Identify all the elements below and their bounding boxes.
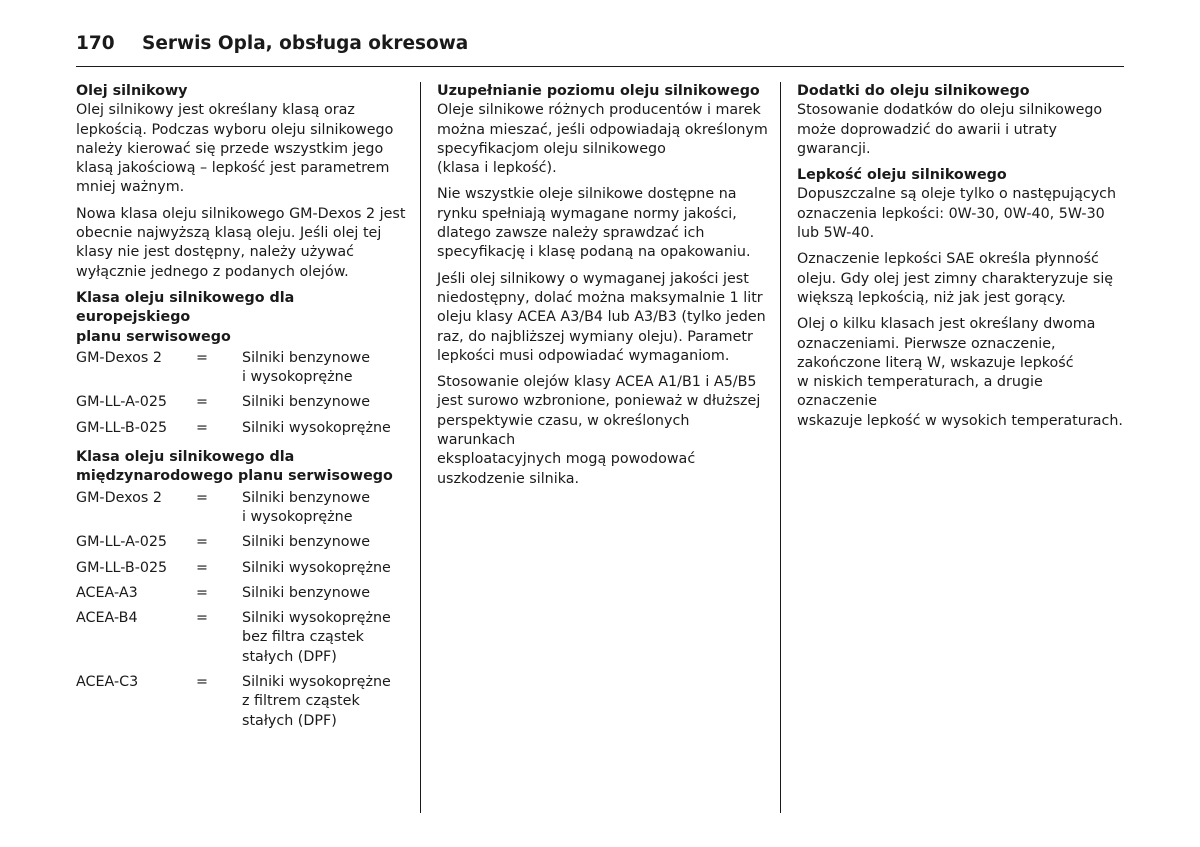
spec-description: Silniki benzynowe i wysokoprężne [242,349,371,386]
spec-row [76,584,410,603]
paragraph: Nie wszystkie oleje silnikowe dostępne na rynku spełniają wymagane normy jakości, dlatego zawsze należy sprawdzać ich specyfikację i klasę podaną na opakowaniu. [437,186,751,261]
spec-description: Silniki benzynowe [242,394,371,411]
paragraph: Dopuszczalne są oleje tylko o następujących oznaczenia lepkości: 0W-30, 0W-40, 5W-30 lub 5W-40. [797,186,1117,242]
spec-equals: = [196,584,208,601]
spec-row [76,393,410,412]
column-1 [76,82,410,741]
column-divider-2 [780,82,781,813]
spec-code: GM-LL-A-025 [76,534,168,551]
spec-table-european [76,349,410,438]
spec-equals: = [196,394,208,411]
column-3 [797,82,1127,438]
spec-code: ACEA-C3 [76,674,139,691]
spec-row [76,609,410,667]
page-number: 170 [76,33,115,54]
section-heading-topping-up-oil: Uzupełnianie poziomu oleju silnikowego [437,83,760,99]
spec-code: GM-Dexos 2 [76,489,162,506]
column-2 [437,82,771,496]
spec-equals: = [196,674,208,691]
spec-code: ACEA-B4 [76,610,138,627]
paragraph: Stosowanie olejów klasy ACEA A1/B1 i A5/B5 jest surowo wzbronione, ponieważ w dłuższej perspektywie czasu, w określonych warunkach eksploatacyjnych mogą powodować uszkodzenie silnika. [437,374,761,487]
spec-row [76,673,410,731]
spec-equals: = [196,610,208,627]
spec-description: Silniki benzynowe [242,534,371,551]
spec-code: ACEA-A3 [76,584,138,601]
paragraph: Olej o kilku klasach jest określany dwoma oznaczeniami. Pierwsze oznaczenie, zakończone literą W, wskazuje lepkość w niskich temperaturach, a drugie oznaczenie wskazuje lepkość w wysokich temperaturach. [797,316,1123,429]
spec-equals: = [196,559,208,576]
spec-equals: = [196,419,208,436]
spec-equals: = [196,534,208,551]
spec-row [76,559,410,578]
spec-code: GM-LL-A-025 [76,394,168,411]
spec-row [76,489,410,528]
spec-code: GM-Dexos 2 [76,349,162,366]
section-heading-engine-oil: Olej silnikowy [76,83,188,99]
paragraph: Olej silnikowy jest określany klasą oraz lepkością. Podczas wyboru oleju silnikowego należy kierować się przede wszystkim jego klasą jakościową – lepkość jest parametrem mniej ważnym. [76,102,394,196]
spec-equals: = [196,489,208,506]
spec-row [76,533,410,552]
spec-equals: = [196,349,208,366]
paragraph: Oznaczenie lepkości SAE określa płynność oleju. Gdy olej jest zimny charakteryzuje się większą lepkością, niż jak jest gorący. [797,251,1114,306]
spec-description: Silniki benzynowe [242,584,371,601]
paragraph: Jeśli olej silnikowy o wymaganej jakości jest niedostępny, dolać można maksymalnie 1 litr oleju klasy ACEA A3/B4 lub A3/B3 (tylko jeden raz, do najbliższej wymiany oleju). Parametr lepkości musi odpowiadać wymaganiom. [437,270,766,364]
spec-table-international [76,489,410,731]
section-heading-european-plan: Klasa oleju silnikowego dla europejskiego planu serwisowego [76,289,295,345]
spec-row [76,349,410,388]
spec-description: Silniki wysokoprężne bez filtra cząstek stałych (DPF) [242,610,391,665]
spec-description: Silniki wysokoprężne [242,419,391,436]
spec-description: Silniki wysokoprężne z filtrem cząstek stałych (DPF) [242,674,391,729]
paragraph: Oleje silnikowe różnych producentów i marek można mieszać, jeśli odpowiadają określonym specyfikacjom oleju silnikowego (klasa i lepkość). [437,102,768,177]
paragraph: Stosowanie dodatków do oleju silnikowego może doprowadzić do awarii i utraty gwarancji. [797,102,1103,157]
spec-code: GM-LL-B-025 [76,559,168,576]
page-header [76,30,1124,67]
section-heading-international-plan: Klasa oleju silnikowego dla międzynarodowego planu serwisowego [76,449,393,485]
section-heading-oil-additives: Dodatki do oleju silnikowego [797,83,1030,99]
spec-code: GM-LL-B-025 [76,419,168,436]
spec-description: Silniki wysokoprężne [242,559,391,576]
spec-description: Silniki benzynowe i wysokoprężne [242,489,371,525]
section-heading-oil-viscosity: Lepkość oleju silnikowego [797,167,1007,184]
column-divider-1 [420,82,421,813]
page-title: Serwis Opla, obsługa okresowa [142,33,469,54]
paragraph: Nowa klasa oleju silnikowego GM-Dexos 2 jest obecnie najwyższą klasą oleju. Jeśli olej tej klasy nie jest dostępny, należy używać wyłącznie jednego z podanych olejów. [76,205,406,280]
spec-row [76,419,410,438]
